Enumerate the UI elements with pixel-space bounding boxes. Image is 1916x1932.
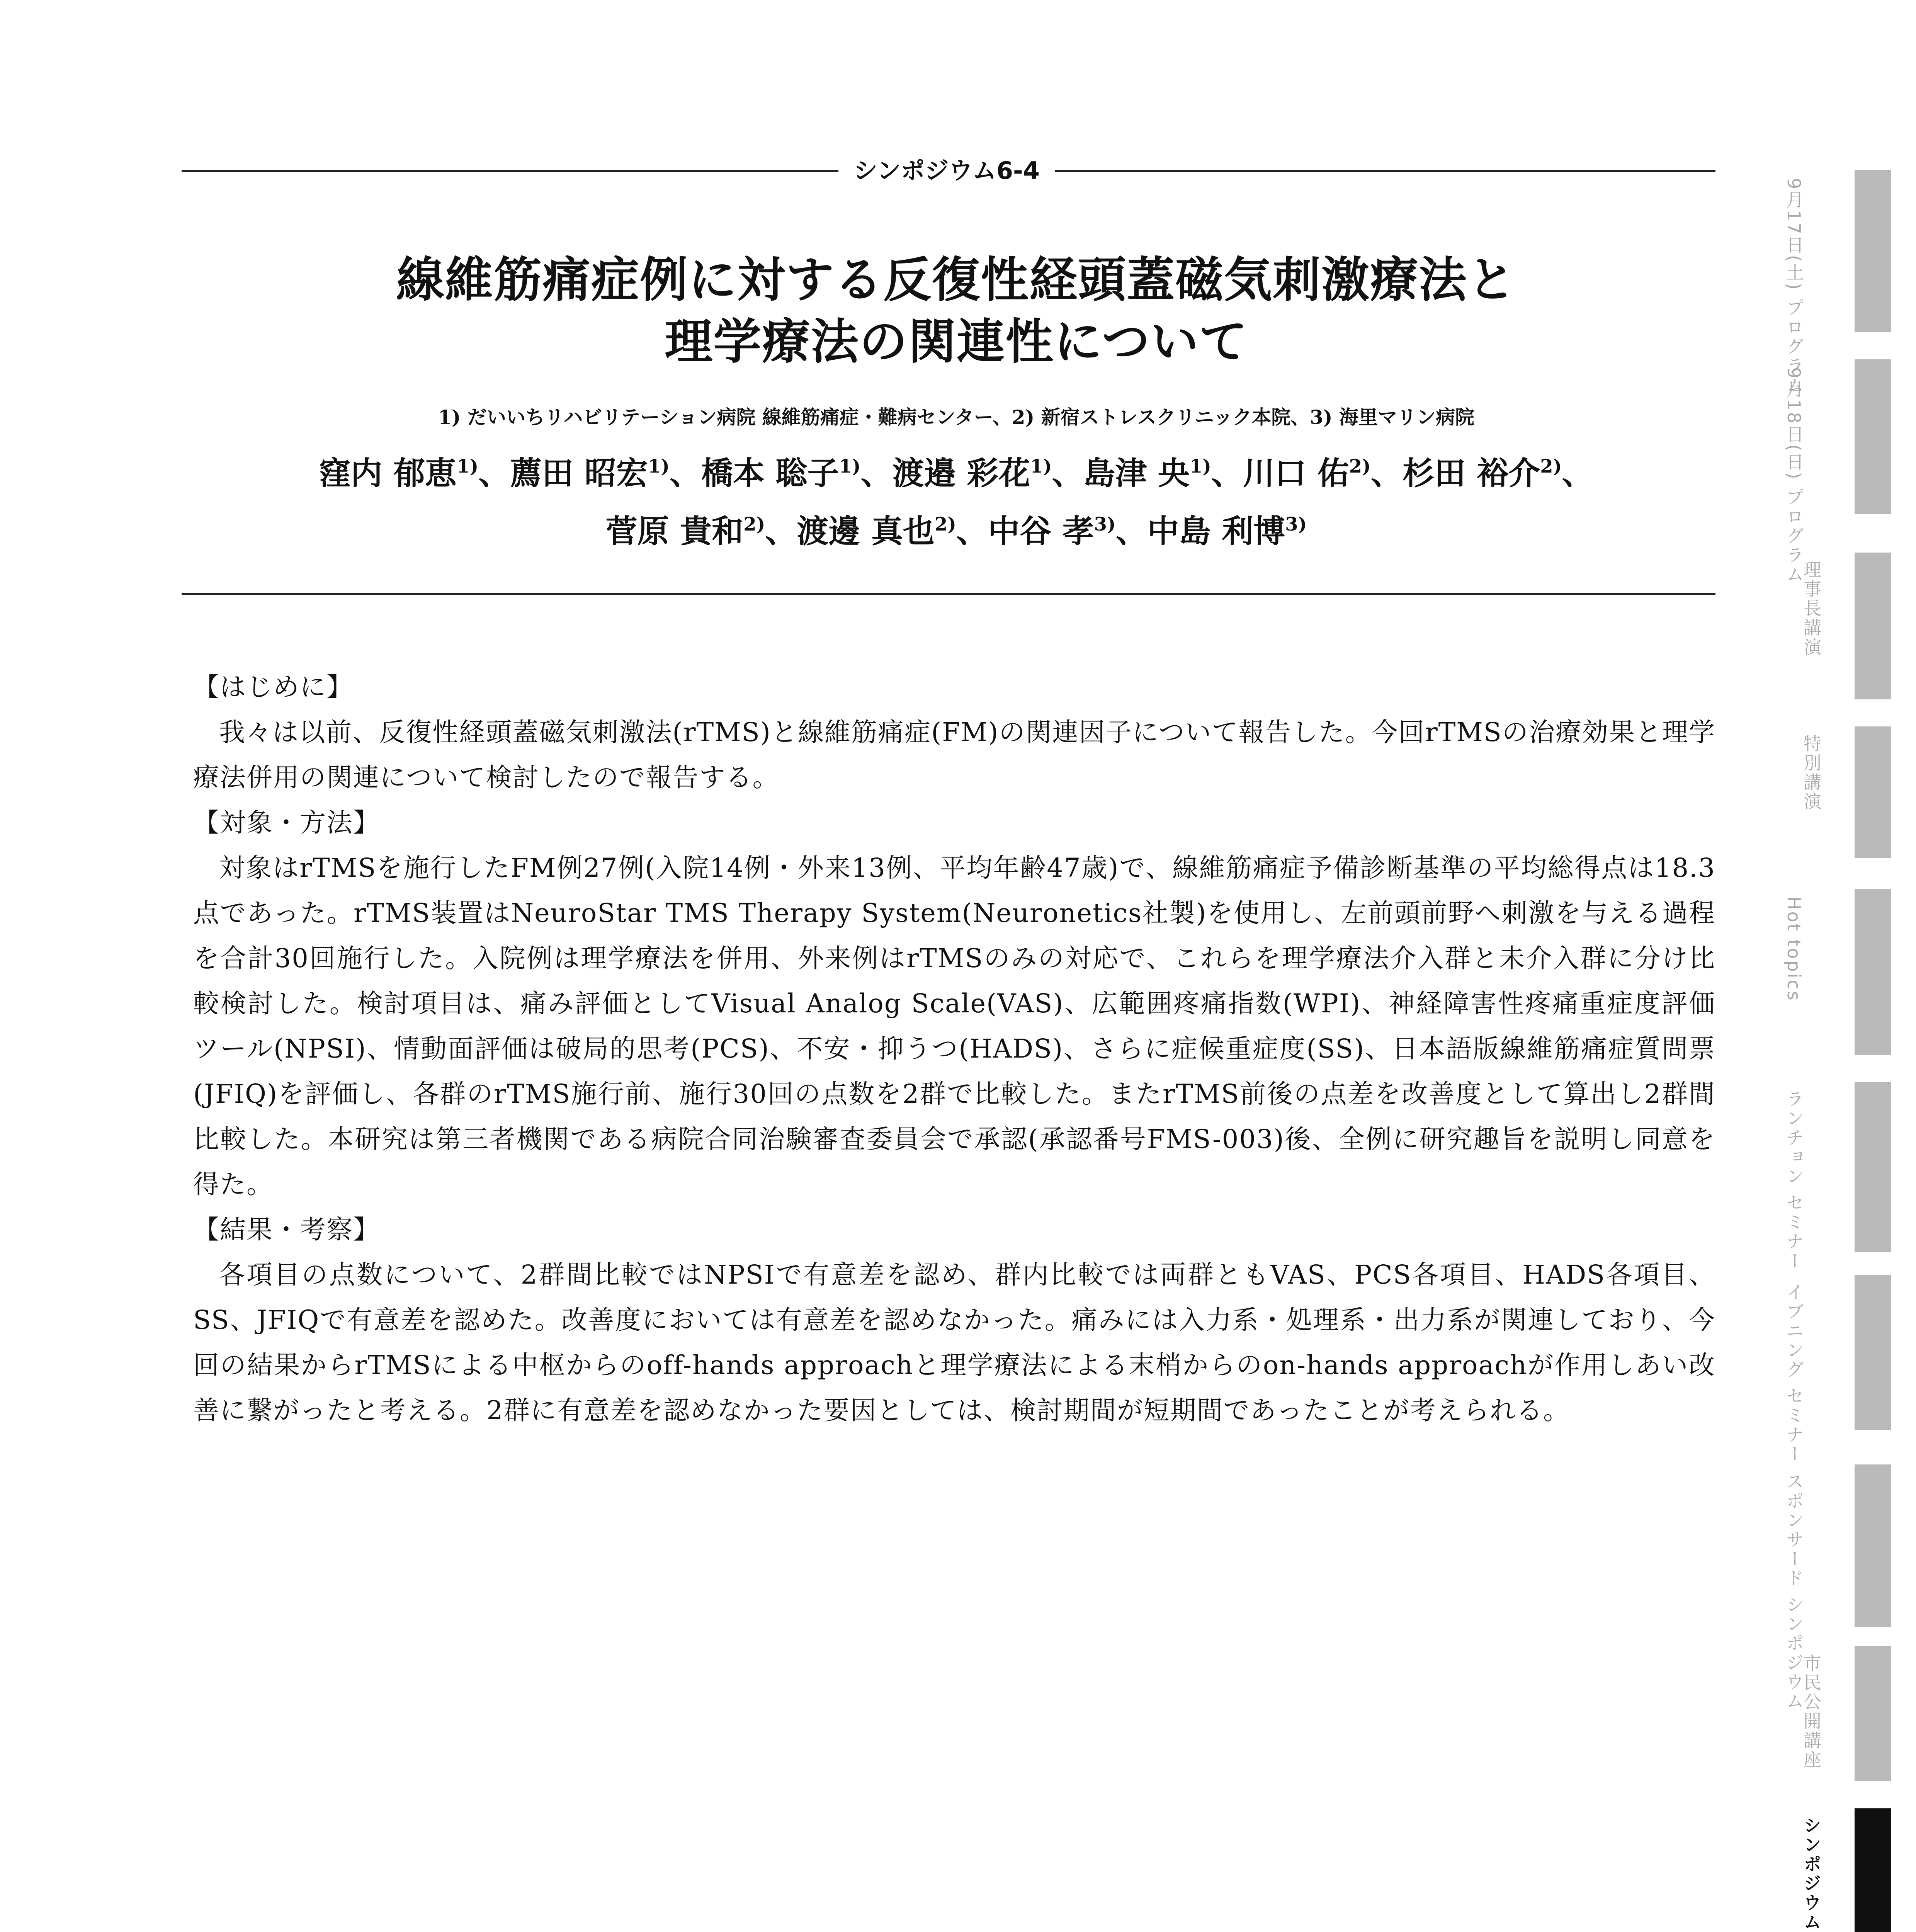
authors-divider bbox=[182, 593, 1715, 595]
author-name: 中島 利博 bbox=[1147, 513, 1285, 550]
author-affiliation-mark: 1) bbox=[457, 456, 479, 477]
author-affiliation-mark: 2) bbox=[1349, 456, 1371, 477]
side-tab-label: スポンサード シンポジウム bbox=[1783, 1472, 1804, 1711]
author-separator: 、 bbox=[956, 513, 988, 550]
author-separator: 、 bbox=[1211, 455, 1243, 492]
author-affiliation-mark: 3) bbox=[1285, 514, 1307, 535]
author-affiliation-mark: 1) bbox=[1030, 456, 1052, 477]
author-name: 杉田 裕介 bbox=[1402, 455, 1540, 492]
methods-paragraph: 対象はrTMSを施行したFM例27例(入院14例・外来13例、平均年齢47歳)で、線維筋痛症予備診断基準の平均総得点は18.3点であった。rTMS装置はNeuroStar TMS Therapy System(Neuronetics社製)を使用し、左前頭前野へ刺激を与える過程を合計30回施行した。入院例は理学療法を併用、外来例はrTMSのみの対応で、これらを理学療法介入群と未介入群に分け比較検討した。検討項目は、痛み評価としてVisual Analog Scale(VAS)、広範囲疼痛指数(WPI)、神経障害性疼痛重症度評価ツール(NPSI)、情動面評価は破局的思考(PCS)、不安・抑うつ(HADS)、さらに症候重症度(SS)、日本語版線維筋痛症質問票(JFIQ)を評価し、各群のrTMS施行前、施行30回の点数を2群で比較した。またrTMS前後の点差を改善度として算出し2群間比較した。本研究は第三者機関である病院合同治験審査委員会で承認(承認番号FMS-003)後、全例に研究趣旨を説明し同意を得た。 bbox=[193, 853, 1715, 1199]
author-name: 薦田 昭宏 bbox=[510, 455, 648, 492]
author-name: 渡邉 彩花 bbox=[892, 455, 1030, 492]
section-label: シンポジウム6-4 bbox=[838, 155, 1055, 186]
author-name: 窪内 郁恵 bbox=[319, 455, 457, 492]
author-name: 川口 佑 bbox=[1243, 455, 1349, 492]
author-name: 橋本 聡子 bbox=[701, 455, 839, 492]
side-tab-marker bbox=[1855, 889, 1891, 1055]
author-separator: 、 bbox=[669, 455, 701, 492]
affiliations: 1) だいいちリハビリテーション病院 線維筋痛症・難病センター、2) 新宿ストレスクリニック本院、3) 海里マリン病院 bbox=[438, 406, 1474, 429]
side-tab-label: 理事長講演 bbox=[1801, 560, 1822, 657]
intro-paragraph: 我々は以前、反復性経頭蓋磁気刺激法(rTMS)と線維筋痛症(FM)の関連因子について報告した。今回rTMSの治療効果と理学療法併用の関連について検討したので報告する。 bbox=[193, 717, 1715, 793]
author-separator: 、 bbox=[1562, 455, 1594, 492]
author-separator: 、 bbox=[1052, 455, 1084, 492]
abstract-body bbox=[193, 665, 1715, 1433]
author-affiliation-mark: 1) bbox=[648, 456, 670, 477]
side-tab-label: 9月18日(日) プログラム bbox=[1783, 367, 1804, 585]
author-line-1 bbox=[193, 444, 1719, 502]
side-tab-label: ランチョン セミナー bbox=[1783, 1090, 1804, 1271]
side-tab-label: シンポジウム bbox=[1801, 1816, 1822, 1932]
side-tab-marker bbox=[1855, 1275, 1891, 1430]
side-tab-marker bbox=[1855, 1464, 1891, 1627]
author-separator: 、 bbox=[1115, 513, 1148, 550]
author-separator: 、 bbox=[478, 455, 510, 492]
author-name: 菅原 貴和 bbox=[605, 513, 744, 550]
paper-title bbox=[193, 249, 1719, 373]
side-tab-label: 特別講演 bbox=[1801, 734, 1822, 811]
title-line-1: 線維筋痛症例に対する反復性経頭蓋磁気刺激療法と bbox=[396, 252, 1516, 308]
side-tab-marker bbox=[1855, 1082, 1891, 1252]
title-line-2: 理学療法の関連性について bbox=[665, 314, 1248, 370]
side-tab-marker bbox=[1855, 359, 1891, 514]
methods-heading: 【対象・方法】 bbox=[193, 808, 380, 838]
author-list bbox=[193, 444, 1719, 560]
author-separator: 、 bbox=[860, 455, 893, 492]
author-affiliation-mark: 3) bbox=[1094, 514, 1116, 535]
author-affiliation-mark: 2) bbox=[1540, 456, 1562, 477]
author-name: 渡邊 真也 bbox=[797, 513, 935, 550]
author-affiliation-mark: 2) bbox=[934, 514, 956, 535]
author-affiliation-mark: 1) bbox=[839, 456, 861, 477]
author-affiliation-mark: 1) bbox=[1189, 456, 1212, 477]
author-separator: 、 bbox=[1370, 455, 1403, 492]
side-tab-label: 市民公開講座 bbox=[1801, 1654, 1822, 1770]
results-heading: 【結果・考察】 bbox=[193, 1214, 380, 1245]
side-tab-marker bbox=[1855, 170, 1891, 332]
author-separator: 、 bbox=[765, 513, 797, 550]
author-name: 中谷 孝 bbox=[988, 513, 1094, 550]
intro-heading: 【はじめに】 bbox=[193, 672, 353, 702]
side-tab-marker bbox=[1855, 553, 1891, 699]
side-tab-label: イブニング セミナー bbox=[1783, 1283, 1804, 1464]
author-line-2 bbox=[193, 502, 1719, 560]
results-paragraph: 各項目の点数について、2群間比較ではNPSIで有意差を認め、群内比較では両群ともVAS、PCS各項目、HADS各項目、SS、JFIQで有意差を認めた。改善度においては有意差を認めなかった。痛みには入力系・処理系・出力系が関連しており、今回の結果からrTMSによる中枢からのoff-hands approachと理学療法による末梢からのon-hands approachが作用しあい改善に繋がったと考える。2群に有意差を認めなかった要因としては、検討期間が短期間であったことが考えられる。 bbox=[193, 1260, 1715, 1425]
side-tab-marker bbox=[1855, 726, 1891, 858]
side-tab-marker bbox=[1855, 1646, 1891, 1781]
author-affiliation-mark: 2) bbox=[743, 514, 765, 535]
author-name: 島津 央 bbox=[1083, 455, 1190, 492]
side-tab-label: Hot topics bbox=[1783, 896, 1804, 1002]
side-tab-marker bbox=[1855, 1808, 1891, 1932]
side-tab-label: 9月17日(土) プログラム bbox=[1783, 178, 1804, 395]
